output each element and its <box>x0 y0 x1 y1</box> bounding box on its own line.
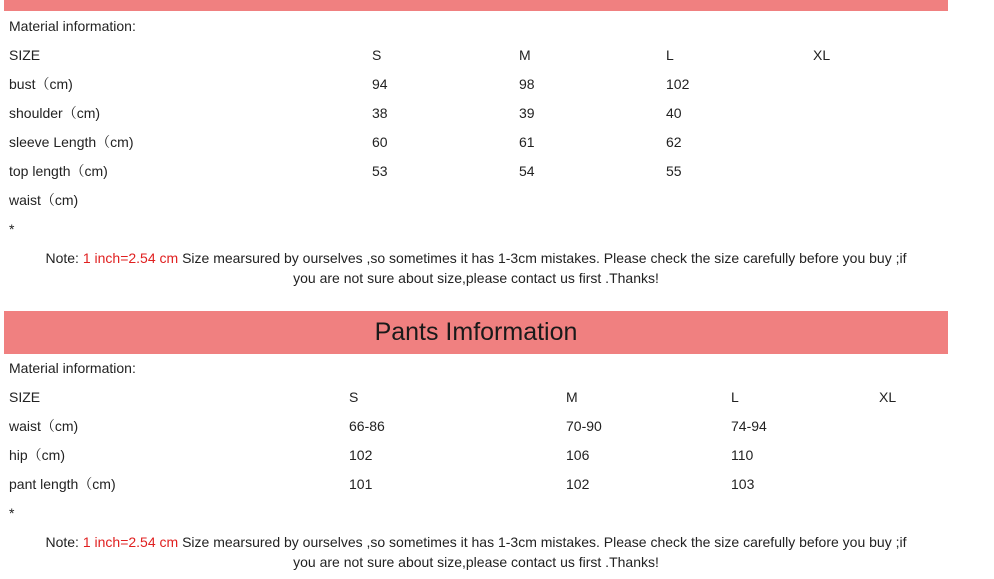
table-row <box>0 46 994 64</box>
cell-m: 61 <box>519 134 535 150</box>
table-row <box>0 475 994 493</box>
cell-m: M <box>519 47 531 63</box>
note-prefix: Note: <box>45 250 83 266</box>
cell-l: 55 <box>666 163 682 179</box>
row-label: sleeve Length（cm) <box>9 134 134 150</box>
cell-l: 103 <box>731 476 755 492</box>
cell-m: 54 <box>519 163 535 179</box>
size-note <box>4 249 948 288</box>
table-row <box>0 388 994 406</box>
cell-l: 62 <box>666 134 682 150</box>
note-line-1 <box>4 533 948 553</box>
row-label: pant length（cm) <box>9 476 116 492</box>
cell-m: 98 <box>519 76 535 92</box>
cell-s: 60 <box>372 134 388 150</box>
note-line-2: you are not sure about size,please contact us first .Thanks! <box>293 269 659 286</box>
cell-l: L <box>731 389 739 405</box>
cell-s: 38 <box>372 105 388 121</box>
row-label: top length（cm) <box>9 163 108 179</box>
cell-xl: XL <box>813 47 831 63</box>
inch-conversion-highlight: 1 inch=2.54 cm <box>82 534 179 550</box>
cell-m: 70-90 <box>566 418 602 434</box>
cell-s: 66-86 <box>349 418 385 434</box>
cell-s: 53 <box>372 163 388 179</box>
row-label: bust（cm) <box>9 76 73 92</box>
table-row <box>0 191 994 209</box>
cell-m: M <box>566 389 578 405</box>
row-label: waist（cm) <box>9 192 79 208</box>
size-note <box>4 533 948 572</box>
cell-m: 102 <box>566 476 590 492</box>
cell-m: 39 <box>519 105 535 121</box>
table-row <box>0 75 994 93</box>
cell-l: 74-94 <box>731 418 767 434</box>
asterisk: * <box>9 505 15 521</box>
pants-section-title: Pants Imformation <box>374 318 578 346</box>
cell-l: 102 <box>666 76 690 92</box>
cell-l: L <box>666 47 674 63</box>
material-info-label: Material information: <box>9 18 136 34</box>
note-line-1 <box>4 249 948 269</box>
cell-xl: XL <box>879 389 897 405</box>
row-label: hip（cm) <box>9 447 66 463</box>
note-line-2: you are not sure about size,please contact us first .Thanks! <box>293 553 659 570</box>
row-label: SIZE <box>9 389 41 405</box>
row-label: SIZE <box>9 47 41 63</box>
cell-s: 94 <box>372 76 388 92</box>
cell-s: S <box>372 47 382 63</box>
top-header-band <box>4 0 948 11</box>
cell-l: 110 <box>731 447 754 463</box>
note-prefix: Note: <box>45 534 83 550</box>
table-row <box>0 104 994 122</box>
row-label: waist（cm) <box>9 418 79 434</box>
table-row <box>0 446 994 464</box>
cell-s: 102 <box>349 447 373 463</box>
pants-header-band <box>4 311 948 354</box>
cell-m: 106 <box>566 447 590 463</box>
row-label: shoulder（cm) <box>9 105 101 121</box>
cell-s: S <box>349 389 359 405</box>
cell-s: 101 <box>349 476 373 492</box>
cell-l: 40 <box>666 105 682 121</box>
note-text: Size mearsured by ourselves ,so sometimes it has 1-3cm mistakes. Please check the size carefully before you buy ;if <box>178 534 907 550</box>
table-row <box>0 133 994 151</box>
material-info-label: Material information: <box>9 360 136 376</box>
asterisk: * <box>9 221 15 237</box>
table-row <box>0 162 994 180</box>
table-row <box>0 417 994 435</box>
inch-conversion-highlight: 1 inch=2.54 cm <box>82 250 179 266</box>
note-text: Size mearsured by ourselves ,so sometimes it has 1-3cm mistakes. Please check the size carefully before you buy ;if <box>178 250 907 266</box>
